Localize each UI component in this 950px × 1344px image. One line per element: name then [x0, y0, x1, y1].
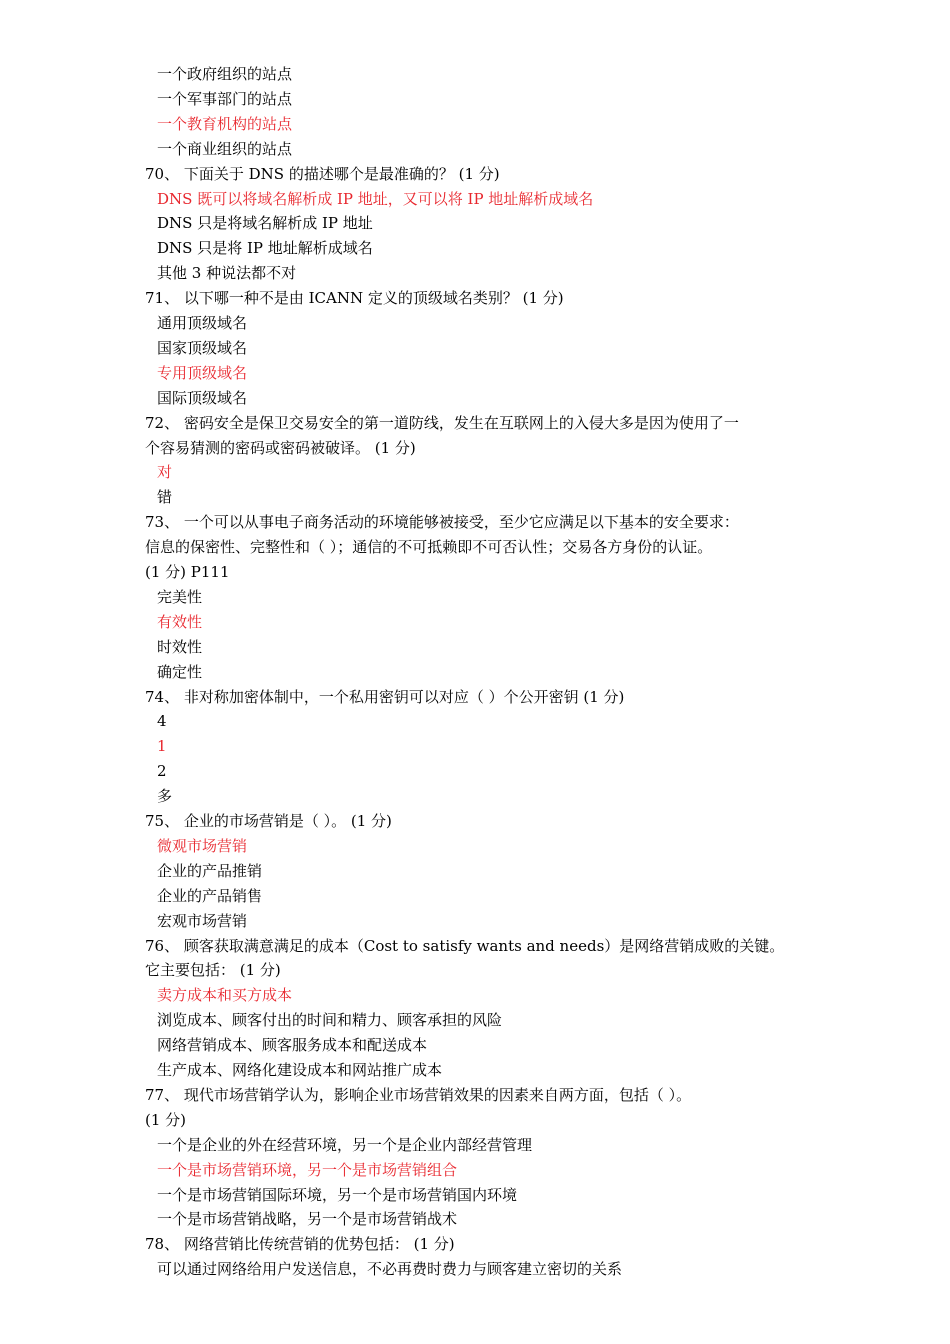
question-text: 70、 下面关于 DNS 的描述哪个是最准确的？ (1 分) [145, 164, 500, 183]
answer-option: 4 [157, 712, 167, 731]
question-text: 74、 非对称加密体制中，一个私用密钥可以对应（ ）个公开密钥 (1 分) [145, 687, 625, 706]
answer-option: 企业的产品推销 [157, 861, 263, 880]
answer-option-correct: 微观市场营销 [157, 836, 248, 855]
question-text-continued: 信息的保密性、完整性和（ ）；通信的不可抵赖即不可否认性；交易各方身份的认证。 [145, 538, 713, 557]
answer-option: 2 [157, 762, 167, 781]
answer-option: 错 [157, 488, 173, 507]
question-text: 76、 顾客获取满意满足的成本（Cost to satisfy wants and needs）是网络营销成败的关键。 [145, 936, 785, 955]
question-text: 73、 一个可以从事电子商务活动的环境能够被接受，至少它应满足以下基本的安全要求： [145, 513, 739, 532]
answer-option: 一个是市场营销国际环境，另一个是市场营销国内环境 [157, 1185, 518, 1204]
question-text: 75、 企业的市场营销是（ ）。 (1 分) [145, 812, 392, 830]
answer-option-correct: 有效性 [157, 612, 203, 631]
question-text: 77、 现代市场营销学认为，影响企业市场营销效果的因素来自两方面，包括（ ）。 [145, 1085, 692, 1104]
answer-option: 其他 3 种说法都不对 [157, 264, 297, 283]
answer-option-correct: 一个是市场营销环境，另一个是市场营销组合 [157, 1160, 458, 1179]
answer-option-correct: 专用顶级域名 [157, 363, 248, 382]
answer-option: 宏观市场营销 [157, 911, 248, 930]
question-text-continued: (1 分) [145, 1110, 187, 1129]
answer-option: 国际顶级域名 [157, 388, 248, 407]
answer-option: 多 [157, 787, 173, 806]
answer-option-correct: 对 [157, 463, 173, 482]
answer-option: 一个是企业的外在经营环境，另一个是企业内部经营管理 [157, 1135, 533, 1154]
answer-option-correct: 一个教育机构的站点 [157, 114, 293, 133]
answer-option: 可以通过网络给用户发送信息，不必再费时费力与顾客建立密切的关系 [157, 1260, 623, 1279]
answer-option: 时效性 [157, 637, 203, 656]
question-text: 78、 网络营销比传统营销的优势包括： (1 分) [145, 1235, 455, 1254]
question-text-continued: (1 分) P111 [145, 563, 230, 581]
answer-option: 通用顶级域名 [157, 314, 248, 332]
answer-option-correct: DNS 既可以将域名解析成 IP 地址，又可以将 IP 地址解析成域名 [157, 189, 594, 208]
answer-option: 一个是市场营销战略，另一个是市场营销战术 [157, 1210, 458, 1229]
answer-option: 网络营销成本、顾客服务成本和配送成本 [157, 1036, 428, 1055]
answer-option-correct: 1 [157, 737, 167, 756]
answer-option: 国家顶级域名 [157, 338, 248, 357]
answer-option: DNS 只是将域名解析成 IP 地址 [157, 214, 373, 233]
answer-option: 完美性 [157, 587, 203, 606]
question-text: 71、 以下哪一种不是由 ICANN 定义的顶级域名类别？ (1 分) [145, 289, 564, 308]
answer-option: 企业的产品销售 [157, 886, 263, 905]
answer-option: 一个商业组织的站点 [157, 139, 293, 158]
answer-option: 确定性 [157, 662, 203, 681]
question-text: 72、 密码安全是保卫交易安全的第一道防线，发生在互联网上的入侵大多是因为使用了一 [145, 413, 739, 432]
answer-option: 生产成本、网络化建设成本和网站推广成本 [157, 1061, 443, 1079]
answer-option: DNS 只是将 IP 地址解析成域名 [157, 239, 373, 258]
answer-option: 一个政府组织的站点 [157, 65, 293, 83]
answer-option-correct: 卖方成本和买方成本 [157, 986, 293, 1005]
question-text-continued: 它主要包括： (1 分) [145, 961, 281, 980]
answer-option: 浏览成本、顾客付出的时间和精力、顾客承担的风险 [157, 1011, 503, 1030]
answer-option: 一个军事部门的站点 [157, 89, 293, 108]
question-text-continued: 个容易猜测的密码或密码被破译。 (1 分) [145, 438, 416, 457]
